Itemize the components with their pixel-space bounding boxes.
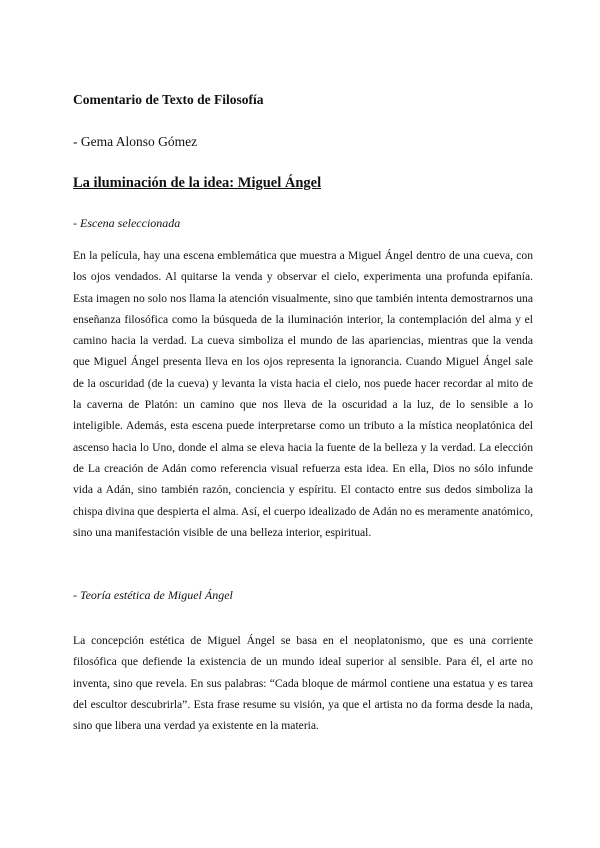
subheading-teoria-estetica: - Teoría estética de Miguel Ángel bbox=[73, 588, 233, 602]
paragraph-escena: En la película, hay una escena emblemática que muestra a Miguel Ángel dentro de una cueva, con los ojos vendados. Al quitarse la venda y observar el cielo, experimenta una profunda epifanía. Esta imagen no solo nos llama la atención visualmente, sino que también intenta demostrarnos una enseñanza filosófica como la búsqueda de la iluminación interior, la contemplación del alma y el camino hacia la verdad. La cueva simboliza el mundo de las apariencias, mientras que la venda que Miguel Ángel presenta lleva en los ojos representa la ignorancia. Cuando Miguel Ángel sale de la oscuridad (de la cueva) y levanta la vista hacia el cielo, nos puede hacer recordar al mito de la caverna de Platón: un camino que nos lleva de la oscuridad a la luz, de lo sensible a lo inteligible. Además, esta escena puede interpretarse como un tributo a la mística neoplatónica del ascenso hacia lo Uno, donde el alma se eleva hacia la fuente de la belleza y la verdad. La elección de La creación de Adán como referencia visual refuerza esta idea. En ella, Dios no sólo infunde vida a Adán, sino también razón, conciencia y espíritu. El contacto entre sus dedos simboliza la chispa divina que despierta el alma. Así, el cuerpo idealizado de Adán no es meramente anatómico, sino una manifestación visible de una belleza interior, espiritual. bbox=[73, 249, 533, 539]
subheading-escena-seleccionada: - Escena seleccionada bbox=[73, 216, 181, 230]
document-title: Comentario de Texto de Filosofía bbox=[73, 92, 264, 107]
author-line: - Gema Alonso Gómez bbox=[73, 134, 198, 149]
section-title: La iluminación de la idea: Miguel Ángel bbox=[73, 175, 322, 191]
paragraph-teoria: La concepción estética de Miguel Ángel se basa en el neoplatonismo, que es una corriente filosófica que defiende la existencia de un mundo ideal superior al sensible. Para él, el arte no inventa, sino que revela. En sus palabras: “Cada bloque de mármol contiene una estatua y es tarea del escultor descubrirla”. Esta frase resume su visión, ya que el artista no da forma desde la nada, sino que libera una verdad ya existente en la materia. bbox=[73, 634, 533, 733]
